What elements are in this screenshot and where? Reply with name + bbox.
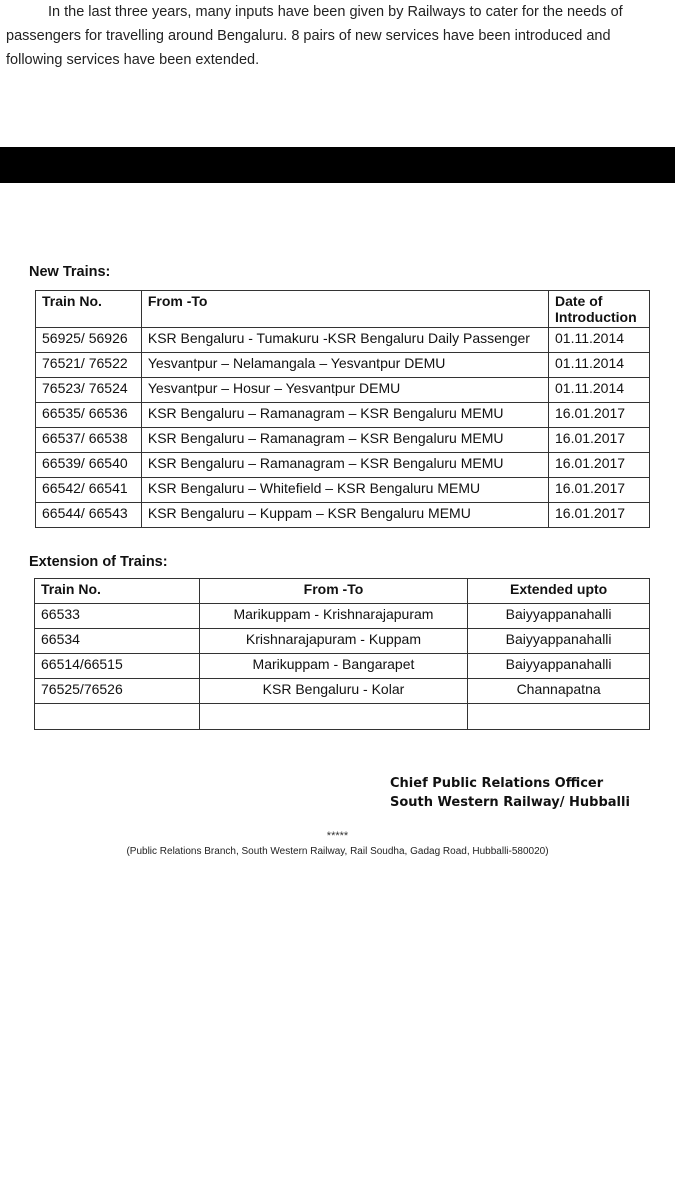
intro-paragraph-block (6, 0, 666, 72)
cell-extended-upto: Baiyyappanahalli (468, 654, 650, 679)
cell-date: 01.11.2014 (549, 353, 650, 378)
cell-from-to: KSR Bengaluru – Ramanagram – KSR Bengaluru MEMU (141, 428, 548, 453)
table-row (36, 503, 650, 528)
cell-from-to: Yesvantpur – Nelamangala – Yesvantpur DEMU (141, 353, 548, 378)
cell-train-no: 76525/76526 (35, 679, 200, 704)
new-trains-title: New Trains: (29, 264, 111, 280)
signature-block (390, 774, 630, 812)
new-trains-table (35, 290, 650, 528)
table-header-row (36, 291, 650, 328)
cell-from-to: Yesvantpur – Hosur – Yesvantpur DEMU (141, 378, 548, 403)
cell-date: 16.01.2017 (549, 503, 650, 528)
extension-trains-title: Extension of Trains: (29, 554, 168, 570)
cell-train-no: 66539/ 66540 (36, 453, 142, 478)
separator-stars: ***** (326, 830, 349, 842)
cell-date: 16.01.2017 (549, 453, 650, 478)
header-from-to: From -To (199, 579, 467, 604)
cell-from-to: KSR Bengaluru – Whitefield – KSR Bengaluru MEMU (141, 478, 548, 503)
cell-from-to: Marikuppam - Bangarapet (199, 654, 467, 679)
header-extended-upto: Extended upto (468, 579, 650, 604)
table-row (36, 378, 650, 403)
cell-from-to: KSR Bengaluru – Ramanagram – KSR Bengaluru MEMU (141, 403, 548, 428)
table-row (36, 428, 650, 453)
cell-extended-upto: Baiyyappanahalli (468, 629, 650, 654)
cell-from-to: KSR Bengaluru – Kuppam – KSR Bengaluru MEMU (141, 503, 548, 528)
table-row (36, 403, 650, 428)
signature-title: Chief Public Relations Officer (390, 776, 604, 791)
cell-date: 16.01.2017 (549, 428, 650, 453)
cell-from-to: KSR Bengaluru - Tumakuru -KSR Bengaluru Daily Passenger (141, 328, 548, 353)
cell-empty (468, 704, 650, 730)
footer-address: (Public Relations Branch, South Western Railway, Rail Soudha, Gadag Road, Hubballi-580020) (126, 846, 549, 857)
extension-trains-table (34, 578, 650, 730)
redacted-band (0, 147, 675, 183)
cell-from-to: Marikuppam - Krishnarajapuram (199, 604, 467, 629)
header-from-to: From -To (141, 291, 548, 328)
table-header-row (35, 579, 650, 604)
intro-paragraph: In the last three years, many inputs have been given by Railways to cater for the needs of passengers for travelling around Bengaluru. 8 pairs of new services have been introduced and following services have been extended. (6, 4, 623, 68)
table-row (35, 629, 650, 654)
cell-train-no: 66537/ 66538 (36, 428, 142, 453)
cell-train-no: 66535/ 66536 (36, 403, 142, 428)
table-row (36, 478, 650, 503)
cell-date: 16.01.2017 (549, 478, 650, 503)
table-row (35, 654, 650, 679)
cell-date: 01.11.2014 (549, 378, 650, 403)
cell-from-to: KSR Bengaluru – Ramanagram – KSR Bengaluru MEMU (141, 453, 548, 478)
cell-date: 16.01.2017 (549, 403, 650, 428)
cell-train-no: 66544/ 66543 (36, 503, 142, 528)
cell-extended-upto: Baiyyappanahalli (468, 604, 650, 629)
cell-train-no: 66534 (35, 629, 200, 654)
cell-train-no: 66514/66515 (35, 654, 200, 679)
header-train-no: Train No. (36, 291, 142, 328)
cell-extended-upto: Channapatna (468, 679, 650, 704)
signature-organization: South Western Railway/ Hubballi (390, 795, 630, 810)
cell-train-no: 76521/ 76522 (36, 353, 142, 378)
table-row (36, 353, 650, 378)
cell-empty (35, 704, 200, 730)
cell-train-no: 66533 (35, 604, 200, 629)
table-row (36, 453, 650, 478)
cell-empty (199, 704, 467, 730)
cell-train-no: 76523/ 76524 (36, 378, 142, 403)
table-row-empty (35, 704, 650, 730)
header-date-of-introduction: Date of Introduction (549, 291, 650, 328)
cell-date: 01.11.2014 (549, 328, 650, 353)
table-row (36, 328, 650, 353)
cell-train-no: 56925/ 56926 (36, 328, 142, 353)
table-row (35, 679, 650, 704)
cell-from-to: Krishnarajapuram - Kuppam (199, 629, 467, 654)
cell-from-to: KSR Bengaluru - Kolar (199, 679, 467, 704)
cell-train-no: 66542/ 66541 (36, 478, 142, 503)
header-train-no: Train No. (35, 579, 200, 604)
table-row (35, 604, 650, 629)
